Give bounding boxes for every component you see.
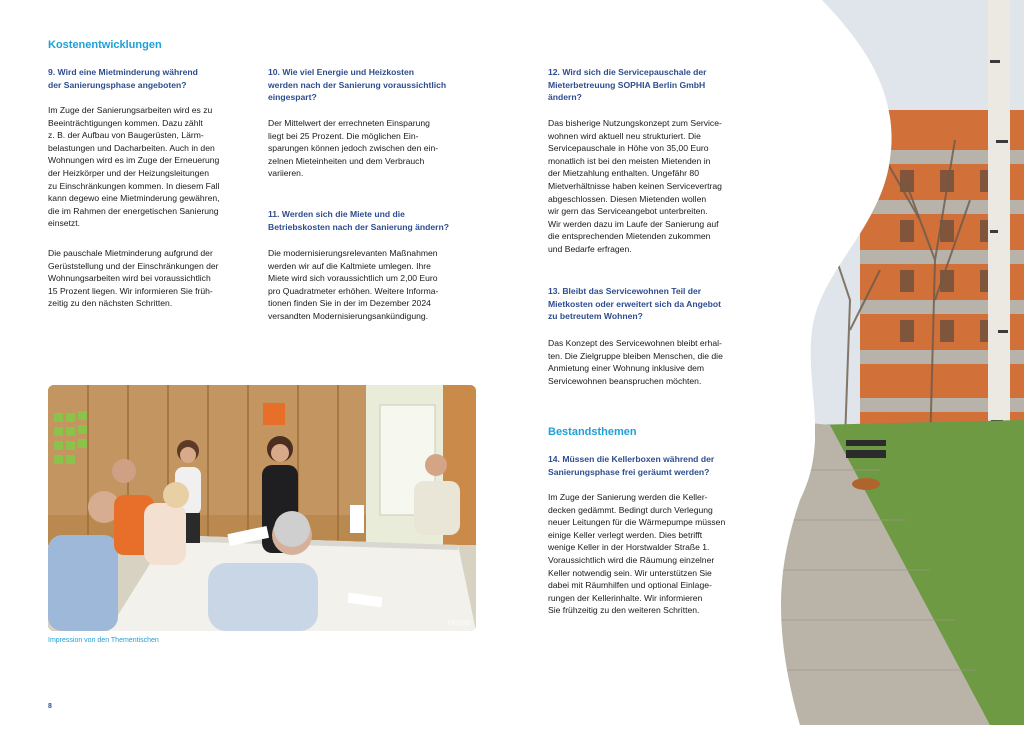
answer-9-para-1: Im Zuge der Sanierungsarbeiten wird es zu Beeinträchtigungen kommen. Dazu zählt z. B. der Aufbau von Baugerüsten, Lärm- belastungen und Dacharbeiten. Auch in den Wohnungen wird es im Zuge der Erneuerung der Heizkörper und der Heizungsleitungen zu Einschränkungen kommen. In diesem Fall kann degewo eine Mietminderung gewähren, die im Rahmen der energetischen Sanierung einsetzt. bbox=[48, 105, 220, 229]
question-11: 11. Werden sich die Miete und die Betriebskosten nach der Sanierung ändern? bbox=[268, 209, 449, 232]
meeting-photo bbox=[48, 385, 476, 631]
section-title-bestand: Bestandsthemen bbox=[548, 426, 637, 438]
photo-caption: Impression von den Thementischen bbox=[48, 637, 159, 644]
answer-10: Der Mittelwert der errechneten Einsparung liegt bei 25 Prozent. Die möglichen Ein- sparungen können jedoch zwischen den ein- zelnen Mieteinheiten und dem Verbrauch variieren. bbox=[268, 118, 439, 179]
question-9: 9. Wird eine Mietminderung während der Sanierungsphase angeboten? bbox=[48, 67, 198, 90]
photo-credit: ©KGMS bbox=[448, 621, 471, 627]
question-10: 10. Wie viel Energie und Heizkosten werden nach der Sanierung voraussichtlich eingespart? bbox=[268, 67, 447, 103]
answer-11: Die modernisierungsrelevanten Maßnahmen werden wir auf die Kaltmiete umlegen. Ihre Miete wird sich voraussichtlich um 2,00 Euro pro Quadratmeter erhöhen. Weitere Informa- tionen finden Sie in der im Dezember 2024 versandten Modernisierungsankündigung. bbox=[268, 248, 439, 321]
section-title-kosten: Kostenentwicklungen bbox=[48, 39, 162, 51]
question-13: 13. Bleibt das Servicewohnen Teil der Mietkosten oder erweitert sich da Angebot zu betreutem Wohnen? bbox=[548, 286, 722, 322]
question-12: 12. Wird sich die Servicepauschale der Mieterbetreuung SOPHIA Berlin GmbH ändern? bbox=[548, 67, 707, 103]
answer-12: Das bisherige Nutzungskonzept zum Service- wohnen wird aktuell neu strukturiert. Die Servicepauschale in Höhe von 35,00 Euro monatlich ist bei den meisten Mietenden in der Mietzahlung enthalten. Ungefähr 80 Mietverhältnisse haben keinen Servicevertrag abgeschlossen. Diesen Mietenden wollen wir gern das Serviceangebot unterbreiten. Wir werden dazu im Laufe der Sanierung auf die entsprechenden Mietenden zukommen und Bedarfe erfragen. bbox=[548, 118, 722, 254]
question-14: 14. Müssen die Kellerboxen während der Sanierungsphase frei geräumt werden? bbox=[548, 454, 715, 477]
answer-14: Im Zuge der Sanierung werden die Keller- decken gedämmt. Bedingt durch Verlegung neuer Leitungen für die Wärmepumpe müssen einige Keller verlegt werden. Dies betrifft wenige Keller in der Horstwalder Straße 1. Voraussichtlich wird die Räumung einzelner Keller notwendig sein. Wir unterstützen Sie dabei mit Räumhilfen und optional Einlage- rungen der Kellerinhalte. Wir informieren Sie frühzeitig zu den weiteren Schritten. bbox=[548, 492, 726, 616]
page-number: 8 bbox=[48, 703, 52, 710]
answer-9-para-2: Die pauschale Mietminderung aufgrund der Gerüststellung und der Einschränkungen der Wohnungsarbeiten wird bei voraussichtlich 15 Prozent liegen. Wir informieren Sie früh- zeitig zu den nächsten Schritten. bbox=[48, 248, 219, 309]
answer-13: Das Konzept des Servicewohnen bleibt erhal- ten. Die Zielgruppe bleiben Menschen, die die Anmietung einer Wohnung inklusive dem Servicewohnen beanspruchen möchten. bbox=[548, 338, 723, 386]
